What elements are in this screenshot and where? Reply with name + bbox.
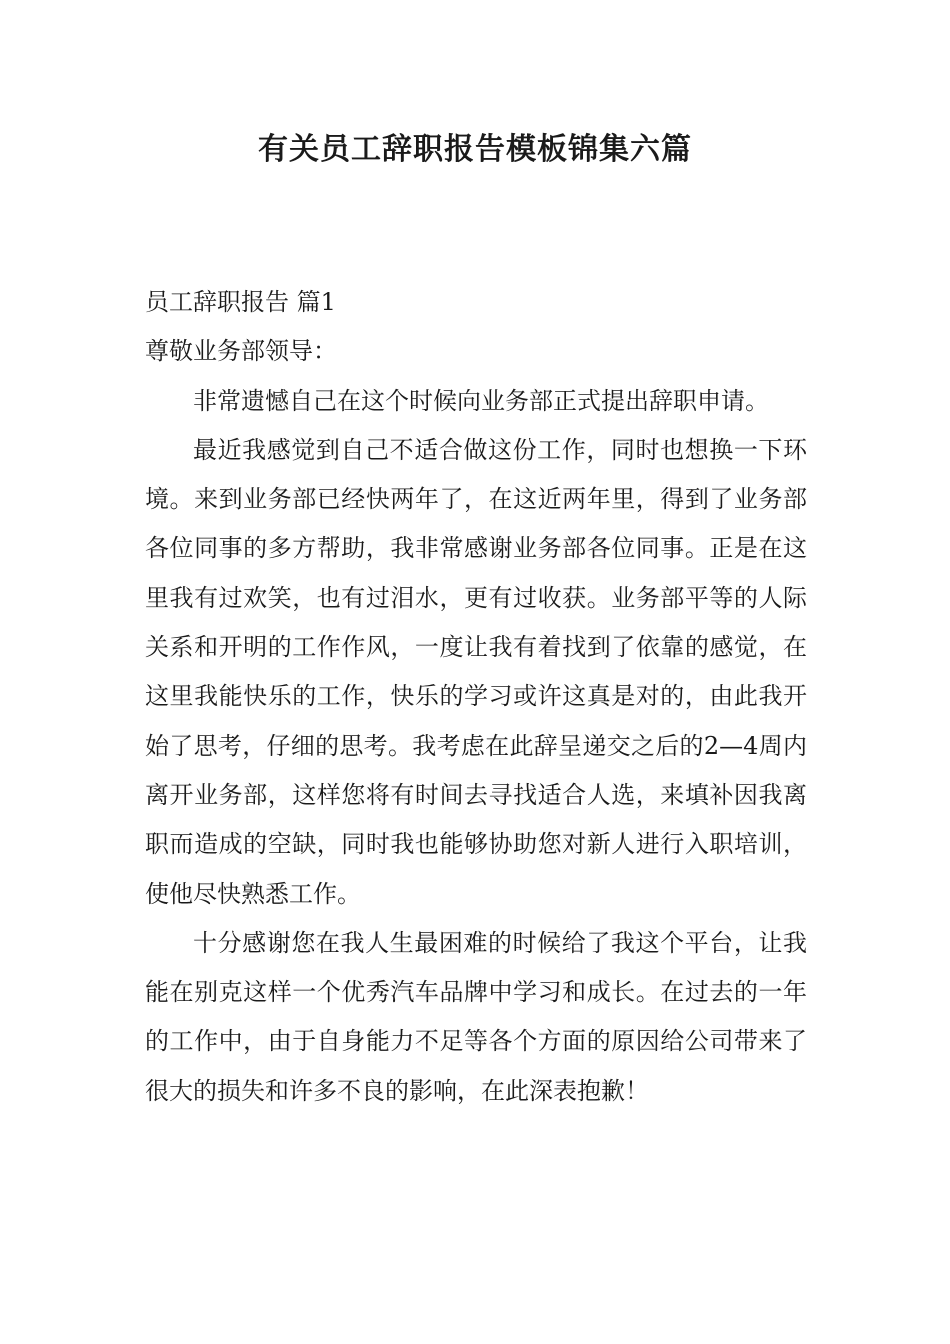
paragraph: 十分感谢您在我人生最困难的时候给了我这个平台，让我能在别克这样一个优秀汽车品牌中学习和成长。在过去的一年的工作中，由于自身能力不足等各个方面的原因给公司带来了很大的损失和许多不良的影响，在此深表抱歉！ xyxy=(145,928,807,1105)
document-body xyxy=(145,278,807,1116)
salutation: 尊敬业务部领导： xyxy=(145,337,337,366)
section-heading: 员工辞职报告 篇1 xyxy=(145,288,336,316)
paragraph: 非常遗憾自己在这个时候向业务部正式提出辞职申请。 xyxy=(193,386,769,415)
document-title: 有关员工辞职报告模板锦集六篇 xyxy=(258,132,692,167)
paragraph: 最近我感觉到自己不适合做这份工作，同时也想换一下环境。来到业务部已经快两年了，在这近两年里，得到了业务部各位同事的多方帮助，我非常感谢业务部各位同事。正是在这里我有过欢笑，也有过泪水，更有过收获。业务部平等的人际关系和开明的工作作风，一度让我有着找到了依靠的感觉，在这里我能快乐的工作，快乐的学习或许这真是对的，由此我开始了思考，仔细的思考。我考虑在此辞呈递交之后的2—4周内离开业务部，这样您将有时间去寻找适合人选，来填补因我离职而造成的空缺，同时我也能够协助您对新人进行入职培训，使他尽快熟悉工作。 xyxy=(145,435,807,908)
